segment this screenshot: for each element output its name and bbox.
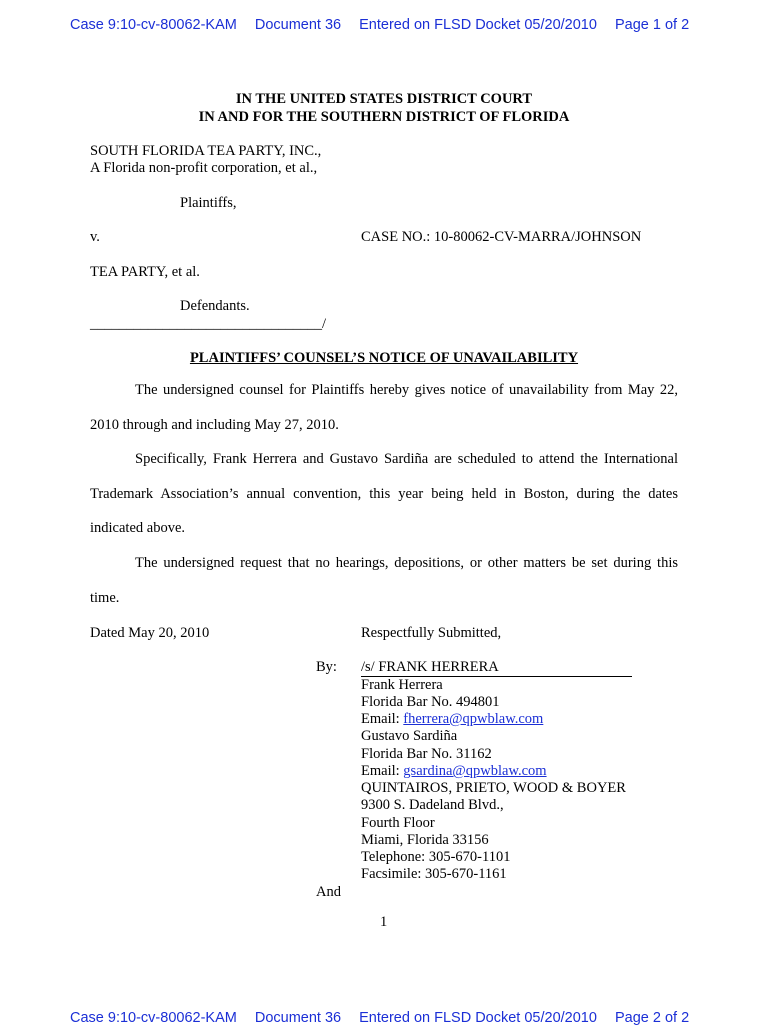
email-link-2[interactable]: gsardina@qpwblaw.com xyxy=(403,763,547,779)
plaintiff-description: A Florida non-profit corporation, et al., xyxy=(90,160,318,176)
next-docket-case: Case 9:10-cv-80062-KAM xyxy=(70,1010,237,1026)
electronic-signature: /s/ FRANK HERRERA xyxy=(361,659,632,677)
attorney-name-2: Gustavo Sardiña xyxy=(361,728,458,744)
docket-page: Page 1 of 2 xyxy=(614,17,690,33)
docket-case: Case 9:10-cv-80062-KAM xyxy=(70,17,237,33)
docket-document: Document 36 xyxy=(254,17,342,33)
defendants-label: Defendants. xyxy=(180,298,250,314)
bar-number-1: Florida Bar No. 494801 xyxy=(361,694,500,710)
bar-number-2: Florida Bar No. 31162 xyxy=(361,746,492,762)
defendant-name: TEA PARTY, et al. xyxy=(90,264,200,280)
paragraph-3: The undersigned request that no hearings, depositions, or other matters be set during this time. xyxy=(90,554,678,606)
and-label: And xyxy=(316,884,341,900)
court-line-2: IN AND FOR THE SOUTHERN DISTRICT OF FLORIDA xyxy=(198,109,570,125)
address-line-2: Fourth Floor xyxy=(361,815,435,831)
notice-body xyxy=(90,373,678,615)
paragraph-1: The undersigned counsel for Plaintiffs hereby gives notice of unavailability from May 22, 2010 through and including May 27, 2010. xyxy=(90,382,678,433)
plaintiff-name: SOUTH FLORIDA TEA PARTY, INC., xyxy=(90,143,322,159)
by-label: By: xyxy=(316,659,337,675)
next-docket-page: Page 2 of 2 xyxy=(614,1010,690,1026)
email-link-1[interactable]: fherrera@qpwblaw.com xyxy=(403,711,544,727)
telephone: Telephone: 305-670-1101 xyxy=(361,849,511,865)
docket-header xyxy=(70,17,703,33)
signature-line xyxy=(361,659,632,677)
address-line-1: 9300 S. Dadeland Blvd., xyxy=(361,797,504,813)
plaintiffs-label: Plaintiffs, xyxy=(180,195,237,211)
email-line-1 xyxy=(361,711,543,728)
email-label-1: Email: xyxy=(361,711,404,727)
email-label-2: Email: xyxy=(361,763,404,779)
attorney-name-1: Frank Herrera xyxy=(361,677,443,693)
paragraph-2: Specifically, Frank Herrera and Gustavo Sardiña are scheduled to attend the International Trademark Association’s annual convention, this year being held in Boston, during the dates indicated above. xyxy=(90,451,678,537)
dated-line: Dated May 20, 2010 xyxy=(90,625,210,641)
caption-rule: ________________________________/ xyxy=(90,316,327,332)
case-number: CASE NO.: 10-80062-CV-MARRA/JOHNSON xyxy=(361,229,642,245)
email-line-2 xyxy=(361,763,547,780)
versus-label: v. xyxy=(90,229,100,245)
court-line-1: IN THE UNITED STATES DISTRICT COURT xyxy=(235,91,533,107)
address-line-3: Miami, Florida 33156 xyxy=(361,832,489,848)
next-docket-document: Document 36 xyxy=(254,1010,342,1026)
next-docket-entered: Entered on FLSD Docket 05/20/2010 xyxy=(359,1010,597,1026)
respectfully-submitted: Respectfully Submitted, xyxy=(361,625,502,641)
page-number: 1 xyxy=(380,914,388,930)
firm-name: QUINTAIROS, PRIETO, WOOD & BOYER xyxy=(361,780,626,796)
docket-entered: Entered on FLSD Docket 05/20/2010 xyxy=(359,17,597,33)
facsimile: Facsimile: 305-670-1161 xyxy=(361,866,507,882)
document-title: PLAINTIFFS’ COUNSEL’S NOTICE OF UNAVAILABILITY xyxy=(189,350,579,366)
